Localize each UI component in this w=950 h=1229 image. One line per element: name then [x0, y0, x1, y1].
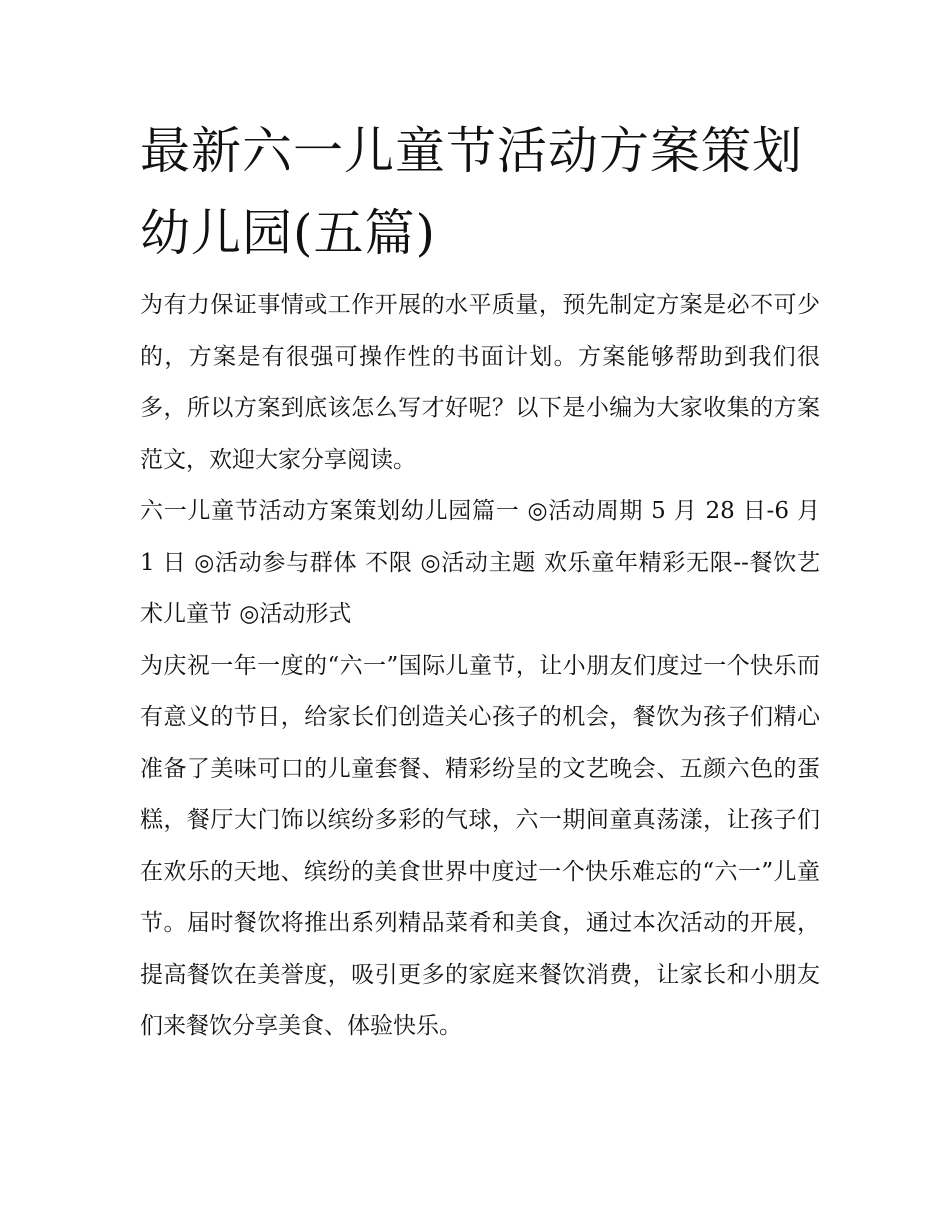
document-title: 最新六一儿童节活动方案策划幼儿园(五篇) [140, 122, 803, 262]
activity-description-paragraph: 为庆祝一年一度的“六一”国际儿童节，让小朋友们度过一个快乐而有意义的节日，给家长们创造关心孩子的机会，餐饮为孩子们精心准备了美味可口的儿童套餐、精彩纷呈的文艺晚会、五颜六色的蛋糕，餐厅大门饰以缤纷多彩的气球，六一期间童真荡漾，让孩子们在欢乐的天地、缤纷的美食世界中度过一个快乐难忘的“六一”儿童节。届时餐饮将推出系列精品菜肴和美食，通过本次活动的开展，提高餐饮在美誉度，吸引更多的家庭来餐饮消费，让家长和小朋友们来餐饮分享美食、体验快乐。 [140, 652, 820, 1039]
document-page [140, 110, 820, 1053]
activity-info-paragraph: 六一儿童节活动方案策划幼儿园篇一 ◎活动周期 5 月 28 日-6 月 1 日 ◎活动参与群体 不限 ◎活动主题 欢乐童年精彩无限--餐饮艺术儿童节 ◎活动形式 [140, 498, 820, 627]
intro-paragraph: 为有力保证事情或工作开展的水平质量，预先制定方案是必不可少的，方案是有很强可操作性的书面计划。方案能够帮助到我们很多，所以方案到底该怎么写才好呢？以下是小编为大家收集的方案范文，欢迎大家分享阅读。 [140, 292, 820, 473]
